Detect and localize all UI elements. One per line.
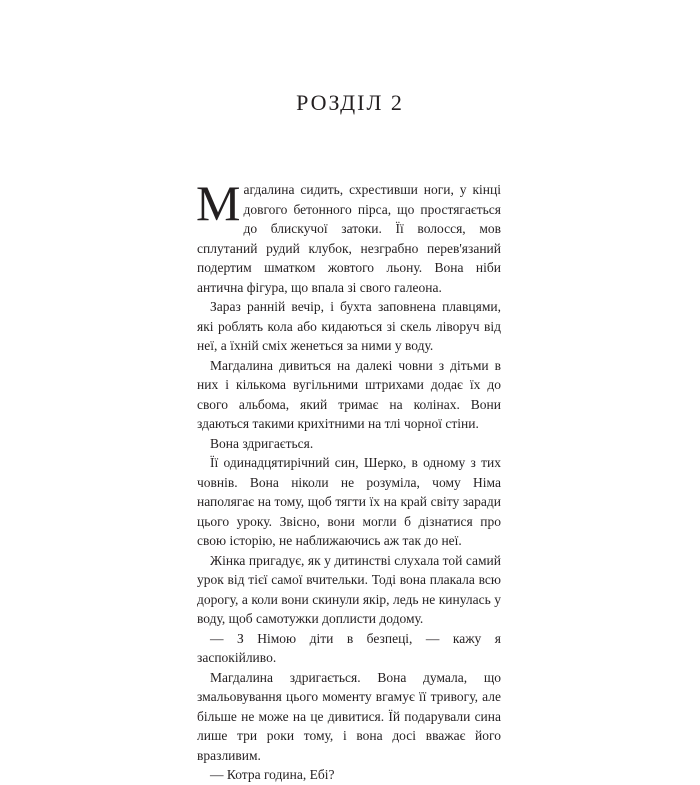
paragraph-5: Її одинадцятирічний син, Шерко, в одному з тих човнів. Вона ніколи не розуміла, чому Німа наполягає на тому, щоб тягти їх на край світу заради цього уроку. Звісно, вони могли б дізнатися про свою історію, не наближаючись аж так до неї. — [197, 455, 501, 548]
paragraph-3: Магдалина дивиться на далекі човни з дітьми в них і кількома вугільними штрихами додає їх до свого альбома, який тримає на колінах. Вони здаються такими крихітними на тлі чорної стіни. — [197, 357, 501, 431]
paragraph-1-text: агдалина сидить, схрестивши ноги, у кінці довгого бетонного пірса, що простягається до блискучої затоки. Її волосся, мов сплутаний рудий клубок, незграбно перев'язаний подертим шматком жовтого льону. Вона ніби антична фігура, що впала зі свого галеона. — [197, 182, 501, 295]
paragraph-6: Жінка пригадує, як у дитинстві слухала той самий урок від тієї самої вчительки. Тоді вона плакала всю дорогу, а коли вони скинули якір, ледь не кинулась у воду, щоб самотужки доплисти додому. — [197, 552, 501, 626]
paragraph-4: Вона здригається. — [210, 435, 314, 451]
paragraph-7-dialogue: — З Німою діти в безпеці, — кажу я заспокійливо. — [197, 630, 501, 665]
paragraph-9-dialogue: — Котра година, Ебі? — [210, 767, 335, 782]
chapter-title: РОЗДІЛ 2 — [296, 90, 404, 115]
paragraph-8: Магдалина здригається. Вона думала, що змальовування цього моменту вгамує її тривогу, але більше не може на це дивитися. Їй подарували сина лише три роки тому, і вона досі вважає його вразливим. — [197, 669, 501, 763]
drop-cap: М — [196, 175, 241, 231]
paragraph-1 — [196, 175, 501, 297]
paragraph-2: Зараз ранній вечір, і бухта заповнена плавцями, які роблять кола або кидаються зі скель ліворуч від неї, а їхній сміх женеться за ними у воду. — [197, 299, 501, 353]
chapter-body — [196, 175, 501, 785]
